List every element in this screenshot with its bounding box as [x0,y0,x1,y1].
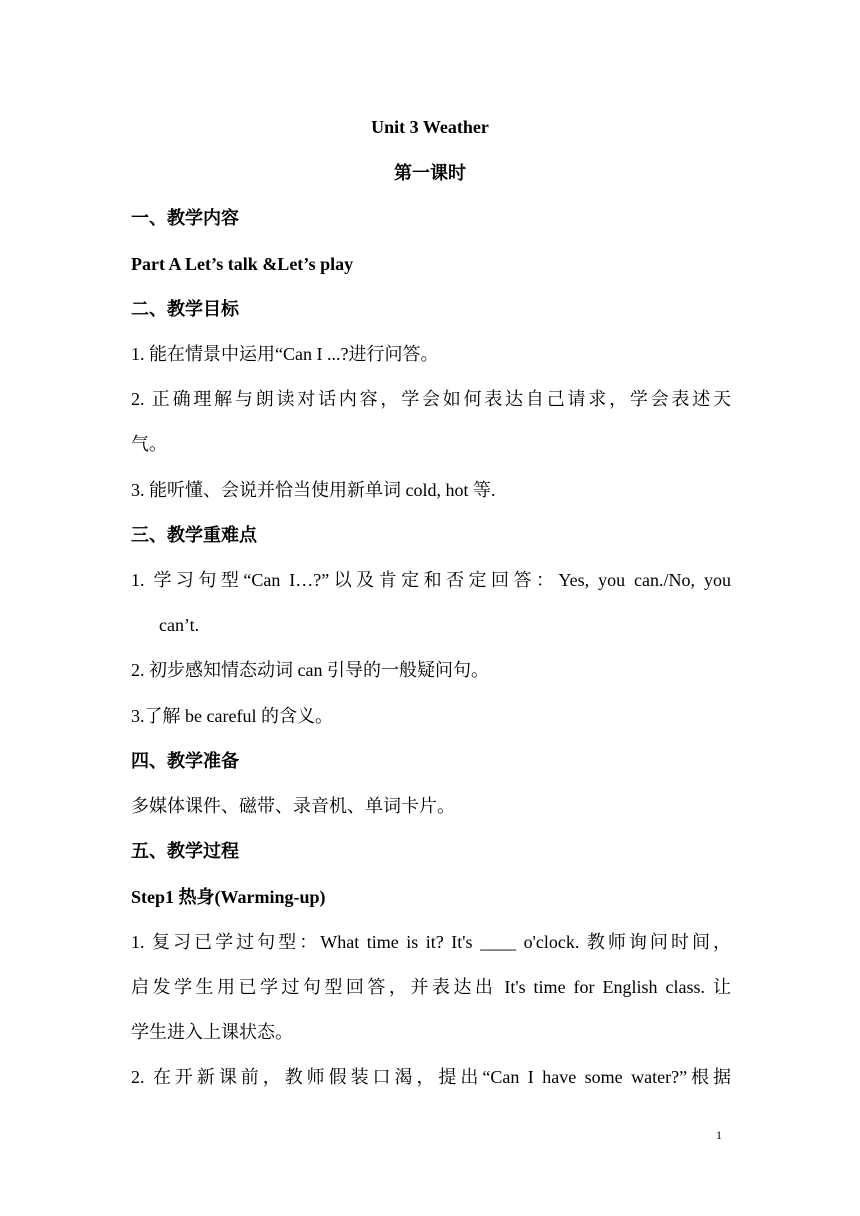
key-point-line: 2. 初步感知情态动词 can 引导的一般疑问句。 [131,660,489,680]
goal-line: 3. 能听懂、会说并恰当使用新单词 cold, hot 等. [131,480,496,500]
section-heading-preparation: 四、教学准备 [131,751,239,771]
preparation-text: 多媒体课件、磁带、录音机、单词卡片。 [131,796,455,816]
step-line: 2. 在开新课前，教师假装口渴，提出“Can I have some water?”根据 [131,1067,731,1087]
step-line: 学生进入上课状态。 [131,1022,293,1042]
section-heading-goals: 二、教学目标 [131,299,239,319]
document-subtitle: 第一课时 [394,163,466,183]
key-point-line: 3.了解 be careful 的含义。 [131,706,333,726]
step-line: 启发学生用已学过句型回答，并表达出 It's time for English class. 让 [131,977,731,997]
step-line: 1. 复习已学过句型：What time is it? It's ____ o'clock. 教师询问时间， [131,932,731,952]
key-point-line: 1. 学习句型“Can I…?”以及肯定和否定回答：Yes, you can./No, you [131,570,731,590]
goal-line: 1. 能在情景中运用“Can I ...?进行问答。 [131,344,439,364]
goal-line: 气。 [131,434,167,454]
step-heading: Step1 热身(Warming-up) [131,887,326,907]
key-point-line: can’t. [159,615,200,635]
section-content-text: Part A Let’s talk &Let’s play [131,254,354,274]
goal-line: 2. 正确理解与朗读对话内容，学会如何表达自己请求，学会表述天 [131,389,731,409]
section-heading-key-points: 三、教学重难点 [131,525,257,545]
section-heading-content: 一、教学内容 [131,208,239,228]
document-title: Unit 3 Weather [371,117,489,137]
section-heading-process: 五、教学过程 [131,841,239,861]
page-number: 1 [716,1128,722,1142]
